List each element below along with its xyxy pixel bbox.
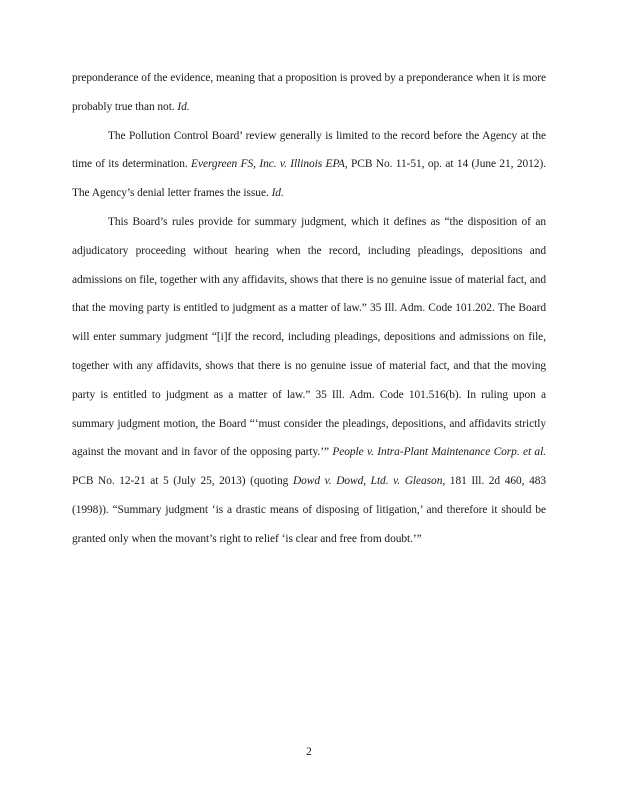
text-run: , 181 Ill. 2d 460, 483 (1998)). “Summary judgment ‘is a drastic means of disposing of litigation,’ and therefore it should be granted only when the movant’s right to relief ‘is clear and free from doubt.’”	[72, 475, 547, 545]
text-run: The Pollution Control Board’ review generally is limited to the record before the Agency at the time of its determination.	[72, 129, 546, 171]
page-number: 2	[306, 746, 312, 758]
body-text	[72, 64, 546, 554]
text-run: , PCB No. 11-51, op. at 14 (June 21, 2012). The Agency’s denial letter frames the issue.	[72, 158, 546, 200]
paragraph-3	[72, 208, 546, 554]
text-run: This Board’s rules provide for summary judgment, which it defines as “the disposition of an adjudicatory proceeding without hearing when the record, including pleadings, depositions and admissions on file, together with any affidavits, shows that there is no genuine issue of material fact, and that the moving party is entitled to judgment as a matter of law.” 35 Ill. Adm. Code 101.202. The Board will enter summary judgment “[i]f the record, including pleadings, depositions and admissions on file, together with any affidavits, shows that there is no genuine issue of material fact, and that the moving party is entitled to judgment as a matter of law.” 35 Ill. Adm. Code 101.516(b). In ruling upon a summary judgment motion, the Board “‘must consider the pleadings, depositions, and affidavits strictly against the movant and in favor of the opposing party.’”	[72, 215, 546, 459]
citation-id: Id.	[271, 187, 284, 200]
text-run: PCB No. 12-21 at 5 (July 25, 2013) (quoting	[72, 475, 293, 488]
paragraph-2	[72, 122, 546, 208]
case-name-intra-plant: People v. Intra-Plant Maintenance Corp. et al.	[332, 446, 546, 459]
paragraph-1	[72, 64, 546, 122]
case-name-evergreen: Evergreen FS, Inc. v. Illinois EPA	[191, 158, 345, 171]
citation-id: Id.	[177, 100, 190, 113]
text-run: preponderance of the evidence, meaning that a proposition is proved by a preponderance when it is more probably true than not.	[72, 72, 546, 113]
case-name-dowd: Dowd v. Dowd, Ltd. v. Gleason	[292, 475, 443, 488]
